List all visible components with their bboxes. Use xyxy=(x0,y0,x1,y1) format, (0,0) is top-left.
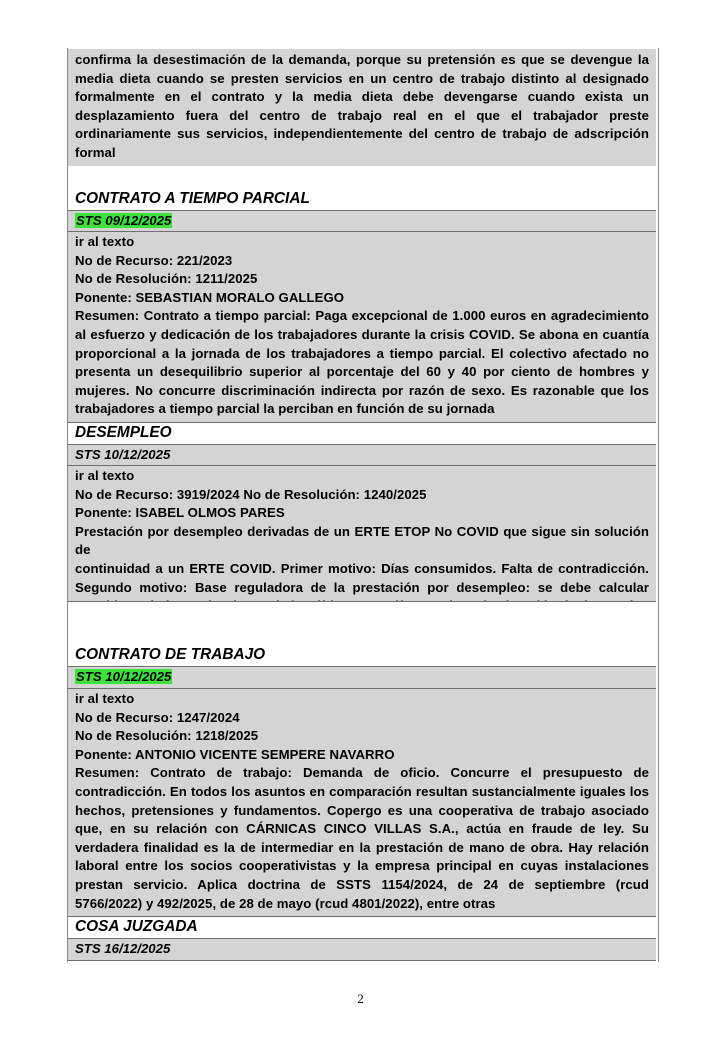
sentence-date: STS 16/12/2025 xyxy=(68,939,656,961)
resolucion-number: No de Resolución: 1211/2025 xyxy=(75,271,258,287)
resumen-line: mujeres. No concurre discriminación indirecta por razón de sexo. Es razonable que los xyxy=(75,382,649,398)
resumen-line: contradicción. En todos los asuntos en comparación resultan sustancialmente iguales los xyxy=(75,783,649,799)
text-line: desplazamiento fuera del centro de trabajo real en el que el trabajador preste xyxy=(75,107,649,123)
ponente: Ponente: ISABEL OLMOS PARES xyxy=(75,505,285,521)
ponente: Ponente: ANTONIO VICENTE SEMPERE NAVARRO xyxy=(75,746,395,762)
sentence-details-contrato-trabajo xyxy=(68,689,656,916)
resumen-line: continuidad a un ERTE COVID. Primer motivo: Días consumidos. Falta de contradicción. xyxy=(75,560,649,576)
ir-al-texto-link[interactable]: ir al texto xyxy=(75,234,135,249)
resumen-line: 5766/2022) y 492/2025, de 28 de mayo (rcud 4801/2022), entre otras xyxy=(75,895,496,911)
ir-al-texto-link[interactable]: ir al texto xyxy=(75,691,135,706)
text-line: confirma la desestimación de la demanda, porque su pretensión es que se devengue la xyxy=(75,52,649,67)
page-number: 2 xyxy=(357,991,364,1006)
sentence-details-desempleo xyxy=(68,466,656,601)
section-heading-desempleo: DESEMPLEO xyxy=(68,422,656,445)
section-heading-cosa-juzgada: COSA JUZGADA xyxy=(68,916,656,939)
resumen-line: Resumen: Contrato de trabajo: Demanda de oficio. Concurre el presupuesto de xyxy=(75,765,649,781)
resolucion-number: No de Resolución: 1218/2025 xyxy=(75,728,259,744)
resumen-line: hechos, pretensiones y fundamentos. Copergo es una cooperativa de trabajo asociado xyxy=(75,802,649,818)
resumen-line: Prestación por desempleo derivadas de un ERTE ETOP No COVID que sigue sin solución de xyxy=(75,523,649,558)
sentence-date xyxy=(68,211,656,232)
sentence-details-tiempo-parcial xyxy=(68,232,656,422)
recurso-resolucion-number: No de Recurso: 3919/2024 No de Resolución: 1240/2025 xyxy=(75,486,427,502)
text-line: media dieta cuando se presten servicios en un centro de trabajo distinto al designado xyxy=(75,70,649,86)
text-line: formal xyxy=(75,144,116,160)
date-highlight: STS 10/12/2025 xyxy=(76,669,172,684)
text-line: formalmente en el contrato y la media dieta debe devengarse cuando exista un xyxy=(75,89,649,105)
intro-paragraph xyxy=(68,49,656,166)
resumen-line: verdadera finalidad es la de intermediar en la prestación de mano de obra. Hay relación xyxy=(75,839,649,855)
resumen-line: presenta un desequilibrio superior al porcentaje del 60 y 40 por ciento de hombres y xyxy=(75,364,649,380)
date-highlight: STS 09/12/2025 xyxy=(76,213,172,228)
resumen-line: laboral entre los socios cooperativistas y la empresa principal en cuyas instalaciones xyxy=(75,858,649,874)
resumen-line: Segundo motivo: Base reguladora de la prestación por desempleo: se debe calcular xyxy=(75,579,649,595)
ponente: Ponente: SEBASTIAN MORALO GALLEGO xyxy=(75,289,345,305)
section-heading-contrato-trabajo: CONTRATO DE TRABAJO xyxy=(68,601,656,667)
sentence-date: STS 10/12/2025 xyxy=(68,445,656,466)
resumen-line: Resumen: Contrato a tiempo parcial: Paga excepcional de 1.000 euros en agradecimiento xyxy=(75,308,649,324)
resumen-line: al esfuerzo y dedicación de los trabajadores durante la crisis COVID. Se abona en cuantía xyxy=(75,326,649,342)
resumen-line: trabajadores a tiempo parcial la perciban en función de su jornada xyxy=(75,401,495,417)
resumen-line: que, en su relación con CÁRNICAS CINCO VILLAS S.A., actúa en fraude de ley. Su xyxy=(75,821,649,837)
recurso-number: No de Recurso: 1247/2024 xyxy=(75,709,240,725)
text-line: ordinariamente sus servicios, independientemente del centro de trabajo de adscripción xyxy=(75,126,649,142)
resumen-line: prestan servicio. Aplica doctrina de SSTS 1154/2024, de 24 de septiembre (rcud xyxy=(75,876,649,892)
resumen-line: proporcional a la jornada de los trabajadores a tiempo parcial. El colectivo afectado no xyxy=(75,345,649,361)
section-heading-tiempo-parcial: CONTRATO A TIEMPO PARCIAL xyxy=(68,188,656,211)
sentence-date xyxy=(68,667,656,689)
ir-al-texto-link[interactable]: ir al texto xyxy=(75,468,135,483)
recurso-number: No de Recurso: 221/2023 xyxy=(75,252,233,268)
